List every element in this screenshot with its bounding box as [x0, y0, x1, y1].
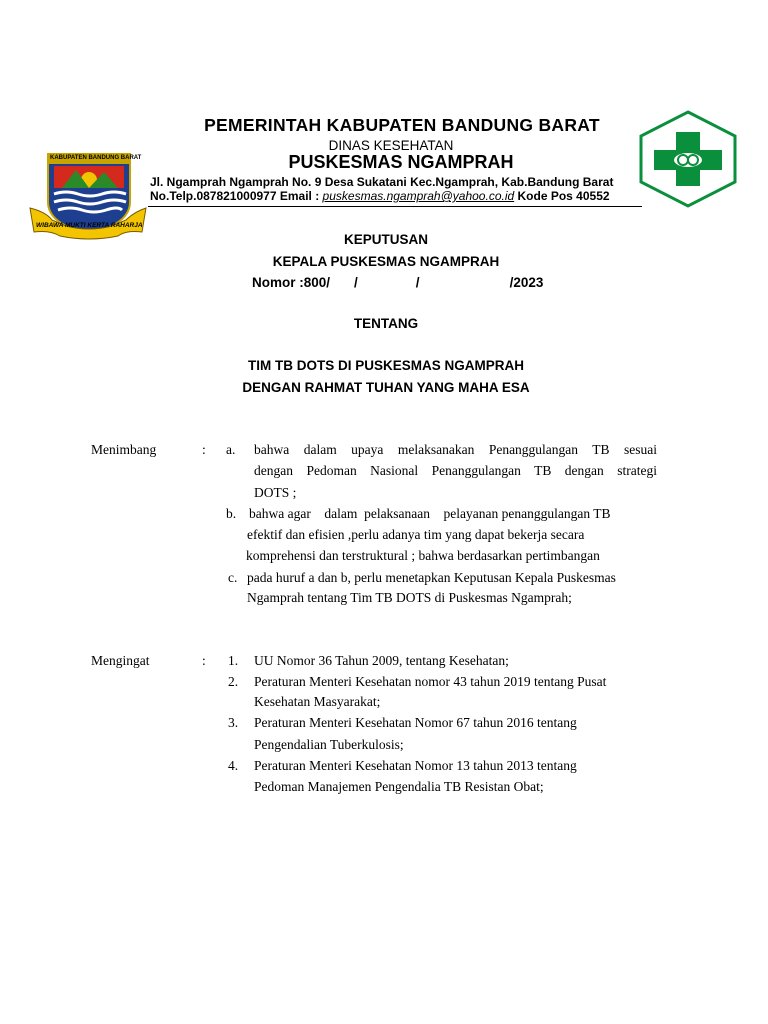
item-line: Pengendalian Tuberkulosis;: [254, 737, 404, 752]
number-slash-1: /: [354, 275, 358, 290]
postcode-text: Kode Pos 40552: [514, 189, 610, 203]
number-slash-2: /: [415, 275, 420, 290]
item-line: dengan Pedoman Nasional Penanggulangan TB dengan strategi: [254, 463, 657, 478]
item-line: DOTS ;: [254, 485, 297, 500]
item-marker: b.: [226, 506, 237, 521]
contact-line: [150, 189, 610, 203]
section-label: Menimbang: [91, 442, 157, 457]
phone-text: No.Telp.087821000977 Email :: [150, 189, 323, 203]
item-line: bahwa agar dalam pelaksanaan pelayanan penanggulangan TB: [249, 506, 611, 521]
item-line: Pedoman Manajemen Pengendalia TB Resistan Obat;: [254, 779, 544, 794]
about-heading: TENTANG: [353, 316, 419, 331]
email-link[interactable]: puskesmas.ngamprah@yahoo.co.id: [322, 189, 515, 203]
item-line: bahwa dalam upaya melaksanakan Penanggulangan TB sesuai: [254, 442, 657, 457]
number-prefix: Nomor :800/: [252, 275, 331, 290]
item-line: pada huruf a dan b, perlu menetapkan Keputusan Kepala Puskesmas: [247, 570, 616, 585]
department-heading: DINAS KESEHATAN: [328, 138, 454, 153]
section-colon: :: [202, 442, 206, 457]
item-marker: c.: [228, 570, 238, 585]
item-marker: a.: [226, 442, 236, 457]
item-line: Peraturan Menteri Kesehatan Nomor 67 tahun 2016 tentang: [254, 715, 577, 730]
organization-heading: PUSKESMAS NGAMPRAH: [288, 152, 514, 172]
section-label: Mengingat: [91, 653, 150, 668]
item-marker: 1.: [228, 653, 239, 668]
decree-subject: TIM TB DOTS DI PUSKESMAS NGAMPRAH: [247, 358, 524, 373]
decree-number: [252, 275, 572, 290]
emblem-motto-text: WIBAWA MUKTI KERTA RAHARJA: [36, 222, 143, 229]
item-marker: 3.: [228, 715, 239, 730]
letterhead-divider: [148, 206, 642, 207]
decree-title: KEPUTUSAN: [343, 232, 428, 247]
item-line: komprehensi dan terstruktural ; bahwa berdasarkan pertimbangan: [246, 548, 600, 563]
item-marker: 4.: [228, 758, 239, 773]
item-line: Ngamprah tentang Tim TB DOTS di Puskesmas Ngamprah;: [247, 590, 572, 605]
item-line: UU Nomor 36 Tahun 2009, tentang Kesehatan;: [254, 653, 509, 668]
address-line: Jl. Ngamprah Ngamprah No. 9 Desa Sukatani Kec.Ngamprah, Kab.Bandung Barat: [150, 175, 614, 189]
item-line: Peraturan Menteri Kesehatan nomor 43 tahun 2019 tentang Pusat: [254, 674, 607, 689]
government-heading: PEMERINTAH KABUPATEN BANDUNG BARAT: [204, 115, 600, 135]
invocation-line: DENGAN RAHMAT TUHAN YANG MAHA ESA: [242, 380, 530, 395]
item-marker: 2.: [228, 674, 239, 689]
item-line: efektif dan efisien ,perlu adanya tim yang dapat bekerja secara: [247, 527, 585, 542]
decree-issuer: KEPALA PUSKESMAS NGAMPRAH: [272, 254, 500, 269]
section-colon: :: [202, 653, 206, 668]
item-line: Peraturan Menteri Kesehatan Nomor 13 tahun 2013 tentang: [254, 758, 577, 773]
emblem-banner-text: KABUPATEN BANDUNG BARAT: [50, 155, 142, 161]
number-year: /2023: [509, 275, 544, 290]
item-line: Kesehatan Masyarakat;: [254, 694, 381, 709]
